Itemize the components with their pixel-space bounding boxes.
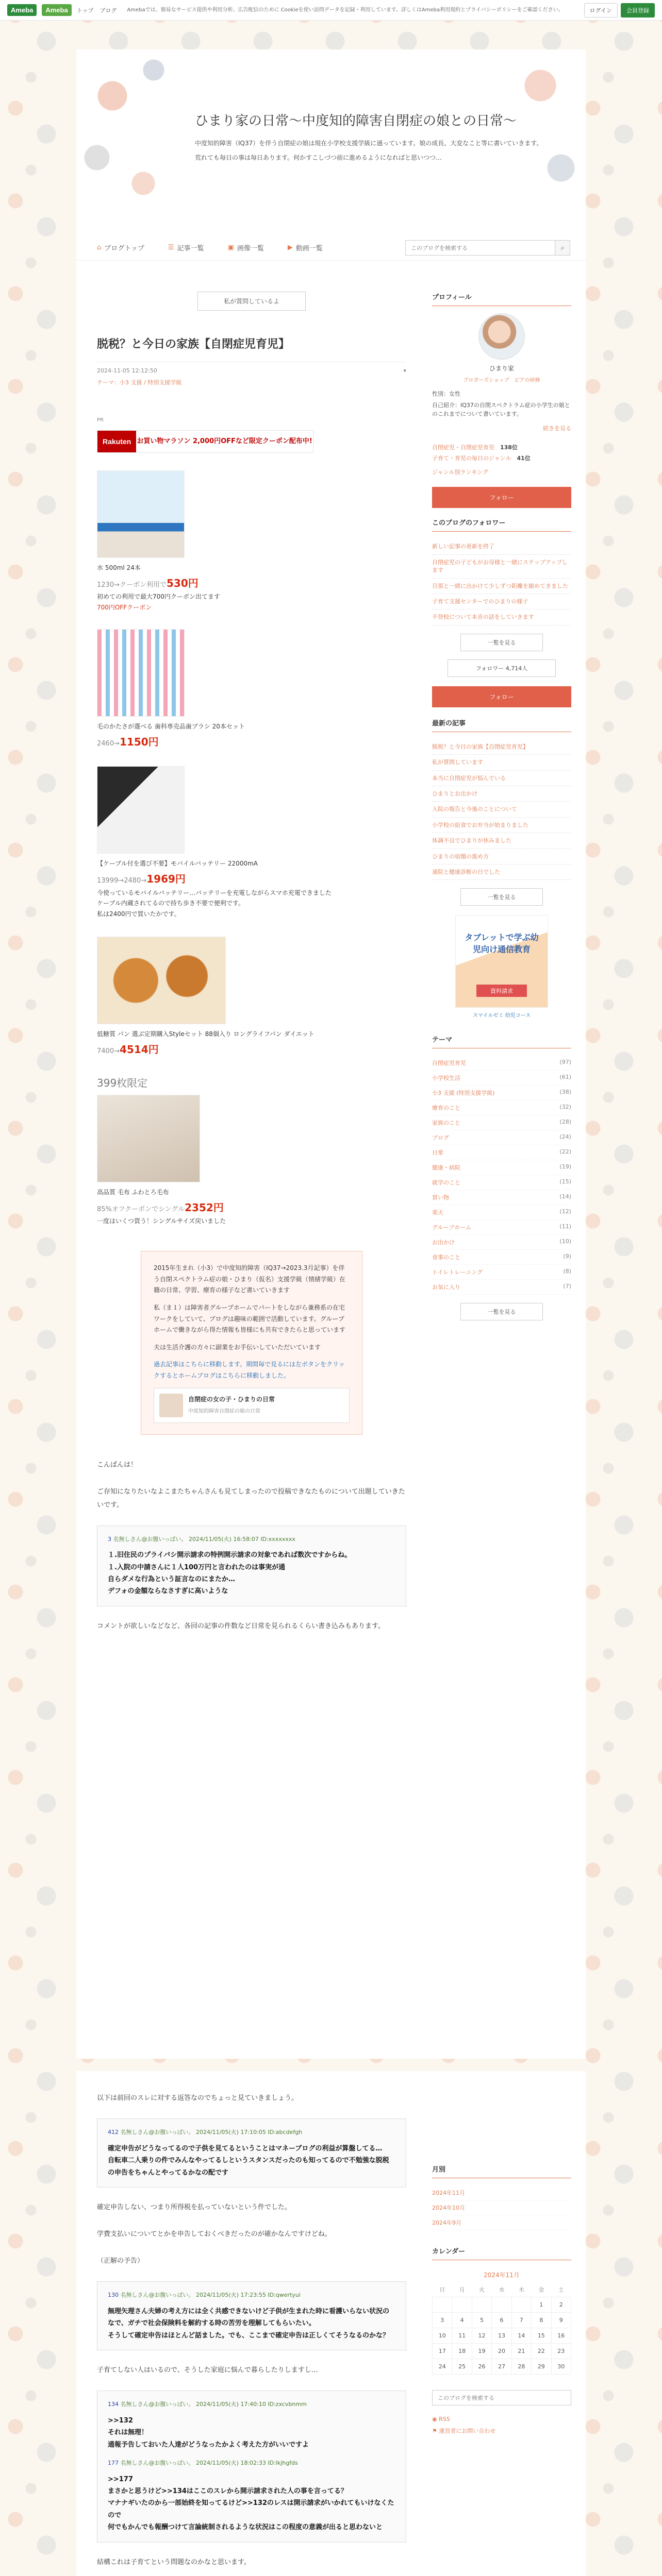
quote-number: 177 xyxy=(108,2459,119,2466)
author-profile-box xyxy=(141,1251,362,1434)
calendar-day[interactable]: 6 xyxy=(492,2313,511,2328)
calendar-day[interactable]: 19 xyxy=(472,2344,491,2359)
list-item[interactable]: ひまりの宿題の進め方 xyxy=(432,849,571,865)
sidebar xyxy=(432,292,571,1329)
theme-count: (15) xyxy=(559,1178,571,1185)
product-price xyxy=(97,871,406,886)
calendar-week xyxy=(433,2328,571,2344)
report-link[interactable] xyxy=(432,2427,571,2435)
theme-label: 就学のこと xyxy=(432,1179,460,1187)
quote-number: 412 xyxy=(108,2129,119,2136)
list-item[interactable]: 不登校について本音の話をしていきます xyxy=(432,609,571,625)
calendar-day[interactable]: 11 xyxy=(452,2328,472,2344)
theme-item[interactable] xyxy=(432,1160,571,1175)
theme-count: (38) xyxy=(559,1089,571,1096)
product-price-prefix: 13999→2480→ xyxy=(97,877,147,885)
entry-title[interactable]: 脱税？と今日の家族【自閉症児育児】 xyxy=(97,335,406,362)
main-column xyxy=(97,292,406,1647)
product-3 xyxy=(97,766,406,919)
calendar-day xyxy=(511,2297,531,2313)
product-4 xyxy=(97,937,406,1056)
product-name: 高品質 毛布 ふわとろ毛布 xyxy=(97,1189,169,1196)
blog-desc-2: 荒れても毎日の事は毎日あります。何かすこしづつ前に進めるようになればと思いつつ… xyxy=(195,154,442,162)
product-price-prefix: 85%オフクーポンでシングル xyxy=(97,1206,185,1214)
calendar-day[interactable]: 1 xyxy=(532,2297,551,2313)
theme-label: 小学校生活 xyxy=(432,1075,460,1082)
calendar-day[interactable]: 14 xyxy=(511,2328,531,2344)
calendar-day[interactable]: 13 xyxy=(492,2328,511,2344)
sidebar-continued xyxy=(432,2092,571,2435)
follower-count[interactable]: フォロワー 4,714人 xyxy=(448,659,556,677)
calendar-weekdays xyxy=(433,2282,571,2297)
quote-header xyxy=(108,2399,395,2410)
theme-count: (11) xyxy=(559,1223,571,1230)
product-image-toothbrush[interactable] xyxy=(97,629,185,717)
theme-item[interactable] xyxy=(432,1175,571,1190)
entry-body-continued xyxy=(97,2092,406,2576)
ranking-title[interactable]: ジャンル別ランキング xyxy=(432,468,489,476)
rakuten-logo: Rakuten xyxy=(97,431,136,452)
quote-header xyxy=(108,2127,395,2138)
calendar-day[interactable]: 18 xyxy=(452,2344,472,2359)
ranking-label: 子育て・育児の毎日のジャンル xyxy=(432,454,511,462)
blog-title[interactable]: ひまり家の日常〜中度知的障害自閉症の娘との日常〜 xyxy=(195,113,517,129)
list-item[interactable]: 小学校の給食でお弁当が始まりました xyxy=(432,818,571,833)
calendar-day[interactable]: 21 xyxy=(511,2344,531,2359)
theme-item[interactable] xyxy=(432,1145,571,1160)
theme-count: (28) xyxy=(559,1118,571,1126)
list-item[interactable]: 脱税？と今日の家族【自閉症児育児】 xyxy=(432,739,571,755)
calendar-day xyxy=(492,2297,511,2313)
home-icon: ⌂ xyxy=(97,244,102,251)
weekday: 火 xyxy=(479,2286,485,2293)
calendar-week xyxy=(433,2297,571,2313)
body-text: 確定申告しない、つまり所得税を払っていないという件でした。 xyxy=(97,2203,292,2211)
flag-icon: ⚑ xyxy=(432,2428,437,2434)
linked-blog-text xyxy=(188,1394,275,1416)
ranking xyxy=(432,443,571,478)
calendar-day[interactable]: 4 xyxy=(452,2313,472,2328)
weekday: 土 xyxy=(558,2286,564,2293)
ad-button: 資料請求 xyxy=(476,985,527,997)
sidebar-ad[interactable] xyxy=(455,915,548,1008)
product-price-value: 530円 xyxy=(166,577,198,589)
theme-label: 療育のこと xyxy=(432,1105,460,1112)
theme-label: 健康・病院 xyxy=(432,1164,460,1172)
menu-images[interactable] xyxy=(228,243,264,252)
rss-icon: ◉ xyxy=(432,2416,437,2422)
list-item[interactable]: 私が質問しています xyxy=(432,755,571,770)
main-column-continued xyxy=(97,2092,406,2576)
theme-item[interactable] xyxy=(432,1280,571,1295)
menu-videos[interactable] xyxy=(288,243,323,252)
report-label: 運営者にお問い合わせ xyxy=(439,2428,496,2434)
calendar xyxy=(432,2267,571,2375)
rss-link[interactable] xyxy=(432,2416,571,2422)
theme-item[interactable] xyxy=(432,1235,571,1250)
profile-para-2: 私（ま１）は障害者グループホームでパートをしながら兼務系の在宅ワークをしていて、ブログは趣味の範囲で活動しています。グループホームで働きながら得た情報も皆様にも共有できたらと思っています xyxy=(154,1303,346,1334)
entry-date: 2024-11-05 12:12:50 xyxy=(97,367,157,374)
calendar-day[interactable]: 25 xyxy=(452,2359,472,2375)
follower-heading: このブログのフォロワー xyxy=(432,517,571,532)
ameba-header xyxy=(0,0,662,21)
theme-item[interactable] xyxy=(432,1056,571,1071)
follow-button-2[interactable]: フォロー xyxy=(432,686,571,707)
register-button[interactable]: 会員登録 xyxy=(621,3,655,18)
theme-count: (24) xyxy=(559,1133,571,1141)
calendar-day[interactable]: 28 xyxy=(511,2359,531,2375)
list-item[interactable]: 旦那と一緒に出かけて少しずつ距離を縮めてきました xyxy=(432,579,571,594)
calendar-day xyxy=(472,2297,491,2313)
product-name: 【ケーブル付を選び不要】モバイルバッテリー 22000mA xyxy=(97,860,258,867)
quote-body: >>177 まさかと思うけど>>134はここのスレから開示請求された人の事を言ってる？ マナナギいたのから一部始終を知ってるけど>>132のレスは開示請求がいかれてもいけなくたので 何でもかんでも報酬つけて言論統制されるような状況はこの程度の意義が出ると思わないと xyxy=(108,2475,394,2532)
calendar-day[interactable]: 15 xyxy=(532,2328,551,2344)
theme-list xyxy=(432,1056,571,1295)
ranking-item[interactable] xyxy=(432,453,571,464)
archive-item[interactable]: 2024年10月 xyxy=(432,2200,571,2215)
limited-label: 399枚限定 xyxy=(97,1077,148,1090)
product-note: 一度はいくつ買う！シングルサイズ戻いました xyxy=(97,1217,226,1225)
profile-gender: 性別：女性 xyxy=(432,391,460,397)
list-item[interactable]: 新しい記事の更新を終了 xyxy=(432,539,571,554)
calendar-week xyxy=(433,2344,571,2359)
calendar-day xyxy=(452,2297,472,2313)
menu-videos-label: 動画一覧 xyxy=(295,245,323,252)
quote-body: 確定申告がどうなってるので子供を見てるということはマネーブログの利益が算盤してる… 自転車二人乗りの件でみんなやってるしというスタンスだったのも知ってるので不勉強な脱税の申告をちゃんとやってるかなの配です xyxy=(108,2144,389,2177)
calendar-day[interactable]: 10 xyxy=(433,2328,452,2344)
product-price-prefix: 7400→ xyxy=(97,1047,120,1056)
list-item[interactable]: 入院の報告と今後のことについて xyxy=(432,802,571,817)
theme-item[interactable] xyxy=(432,1130,571,1145)
quote-meta: 名無しさん@お腹いっぱい。 2024/11/05(火) 18:02:33 ID:lkjhgfds xyxy=(120,2459,298,2466)
body-text: ご存知になりたいなよこまたちゃんさんも見てしまったので投稿できなたものについて出題していきたいです。 xyxy=(97,1487,405,1509)
calendar-day[interactable]: 16 xyxy=(551,2328,571,2344)
archive-heading: 月別 xyxy=(432,2164,571,2178)
theme-count: (8) xyxy=(563,1268,571,1275)
product-name: 毛のかたさが選べる 歯科専売品歯ブラシ 20本セット xyxy=(97,723,245,730)
entry-theme[interactable]: テーマ：小3 支援 / 特別支援学級 xyxy=(97,379,182,386)
body-text: 子育てしない人はいるので、そうした家庭に悩んで暮らしたりしますし… xyxy=(97,2366,318,2374)
list-item[interactable]: 本当に自閉症児が悩んでいる xyxy=(432,771,571,786)
theme-item[interactable] xyxy=(432,1250,571,1265)
quote-body: >>132 それは無理！ 通報予告しておいた人達がどうなったかよく考えた方がいいですよ xyxy=(108,2416,309,2449)
profile-more-link[interactable]: 続きを見る xyxy=(543,425,571,432)
theme-label: トイレトレーニング xyxy=(432,1269,483,1276)
quote-number: 3 xyxy=(108,1535,111,1543)
theme-heading: テーマ xyxy=(432,1034,571,1048)
theme-item[interactable] xyxy=(432,1220,571,1235)
theme-label: ブログ xyxy=(432,1134,449,1142)
calendar-day[interactable]: 23 xyxy=(551,2344,571,2359)
quoted-post xyxy=(97,2281,406,2350)
avatar[interactable] xyxy=(478,313,525,360)
product-price xyxy=(97,1041,406,1056)
theme-item[interactable] xyxy=(432,1086,571,1100)
quote-meta: 名無しさん@お腹いっぱい。 2024/11/05(火) 17:10:05 ID:abcdefgh xyxy=(120,2129,303,2136)
video-icon: ▶ xyxy=(287,244,293,251)
ranking-item[interactable] xyxy=(432,443,571,453)
nav-top[interactable]: トップ xyxy=(76,7,94,14)
quote-header xyxy=(108,2458,395,2468)
see-all-button[interactable]: 一覧を見る xyxy=(460,634,543,651)
product-price xyxy=(97,575,406,590)
quoted-post xyxy=(97,1526,406,1606)
menu-articles[interactable] xyxy=(168,243,204,252)
quote-number: 130 xyxy=(108,2291,119,2298)
weekday: 月 xyxy=(459,2286,465,2293)
product-name: 水 500ml 24本 xyxy=(97,564,141,571)
list-icon: ☰ xyxy=(168,244,174,251)
quote-number: 134 xyxy=(108,2400,119,2408)
calendar-day[interactable]: 9 xyxy=(551,2313,571,2328)
calendar-day[interactable]: 22 xyxy=(532,2344,551,2359)
calendar-week xyxy=(433,2359,571,2375)
blog-menu xyxy=(76,235,586,261)
calendar-day[interactable]: 7 xyxy=(511,2313,531,2328)
archive-list xyxy=(432,2185,571,2230)
pr-label: PR xyxy=(97,417,104,423)
theme-item[interactable] xyxy=(432,1265,571,1280)
theme-label: 食事のこと xyxy=(432,1254,460,1261)
body-text: （正解の予告） xyxy=(97,2257,144,2265)
calendar-week xyxy=(433,2313,571,2328)
theme-count: (12) xyxy=(559,1208,571,1215)
rakuten-banner-text: お買い物マラソン 2,000円OFFなど限定クーポン配布中! xyxy=(137,437,312,446)
linked-blog-card[interactable] xyxy=(154,1388,350,1423)
linked-blog-thumbnail xyxy=(159,1394,183,1417)
entry-body xyxy=(97,1459,406,1633)
theme-label: 日常 xyxy=(432,1149,443,1157)
quote-meta: 名無しさん@お腹いっぱい。 2024/11/05(火) 17:23:55 ID:qwertyui xyxy=(120,2291,301,2298)
ranking-value: 41位 xyxy=(517,454,531,462)
quote-body: １.旧住民のプライバシ開示請求の特例開示請求の対象であれば数次ですからね。 １.入院の中請さんに１人100万円と言われたのは事実が通 自らダメな行為という証言なのにまたか… デフォの金額ならなさすぎに高いような xyxy=(108,1551,352,1596)
nav-blog[interactable]: ブログ xyxy=(100,7,117,14)
list-item[interactable]: 体調不良でひまりが休みました xyxy=(432,833,571,849)
product-5 xyxy=(97,1095,406,1225)
product-price xyxy=(97,1199,406,1214)
calendar-day[interactable]: 26 xyxy=(472,2359,491,2375)
calendar-day[interactable]: 20 xyxy=(492,2344,511,2359)
quoted-post xyxy=(97,2119,406,2188)
calendar-days xyxy=(433,2297,571,2375)
list-item[interactable]: 子育て支援センターでのひまりの様子 xyxy=(432,594,571,609)
product-2 xyxy=(97,629,406,749)
theme-count: (61) xyxy=(559,1074,571,1081)
follower-articles xyxy=(432,539,571,625)
calendar-day[interactable]: 17 xyxy=(433,2344,452,2359)
theme-item[interactable] xyxy=(432,1100,571,1115)
product-image-blanket[interactable] xyxy=(97,1095,200,1182)
blog-description xyxy=(195,138,566,163)
theme-count: (22) xyxy=(559,1148,571,1156)
body-text: 結構これは子育てという問題なのかなと思います。 xyxy=(97,2558,251,2566)
calendar-day[interactable]: 2 xyxy=(551,2297,571,2313)
blog-page-top xyxy=(76,49,586,2059)
weekday: 木 xyxy=(518,2286,524,2293)
theme-count: (9) xyxy=(563,1253,571,1260)
ameba-logo[interactable]: Ameba xyxy=(7,4,37,16)
theme-item[interactable] xyxy=(432,1071,571,1086)
calendar-day[interactable]: 3 xyxy=(433,2313,452,2328)
product-1 xyxy=(97,470,406,612)
profile-description: 自己紹介：IQ37の自閉スペクトラム症の小学生の娘とのこれまでについて書いています。 xyxy=(432,401,570,418)
body-text: 学費支払いについてとかを申告しておくべきだったのが確かなんですけどね。 xyxy=(97,2230,332,2238)
product-price-value: 1150円 xyxy=(119,736,159,748)
latest-articles xyxy=(432,739,571,880)
quote-body: 無理矢理さん夫婦の考え方には全く共感できないけど子供が生まれた時に看護いらない状況のなで、ガチで社会保険料を解約する時の苦労を理解してもらいたい。 そうして確定申告はほとんど話ました。でも、ここまで確定申告は正しくてそうなるのかな？ xyxy=(108,2307,390,2340)
archive-item[interactable]: 2024年11月 xyxy=(432,2185,571,2200)
latest-heading: 最新の記事 xyxy=(432,718,571,732)
calendar-day[interactable]: 30 xyxy=(551,2359,571,2375)
product-price-prefix: 2460→ xyxy=(97,740,120,748)
product-note: 今使っているモバイルバッテリー…バッテリーを充電しながらスマホ充電できました ケーブル内蔵されてるので持ち歩き不要で便利です。 私は2400円で買いたかです。 xyxy=(97,889,332,918)
quote-meta: 名無しさん@お腹いっぱい。 2024/11/05(火) 17:40:10 ID:zxcvbnmm xyxy=(120,2400,307,2408)
theme-label: 自閉症児育児 xyxy=(432,1060,466,1067)
theme-count: (14) xyxy=(559,1193,571,1200)
theme-item[interactable] xyxy=(432,1190,571,1205)
sidebar-search-input[interactable] xyxy=(432,2390,571,2405)
product-image-water[interactable] xyxy=(97,470,185,558)
quote-header xyxy=(108,2290,395,2300)
body-text: コメントが欲しいなどなど、各回の記事の件数など日常を見られるくらい書き込みもあります。 xyxy=(97,1622,385,1630)
product-price xyxy=(97,734,406,749)
profile-para-4[interactable]: 過去記事はこちらに移動します。期間毎で見るには左ボタンをクリックするとホームブログはこちらに移動しました。 xyxy=(154,1361,345,1379)
calendar-day[interactable]: 27 xyxy=(492,2359,511,2375)
calendar-day xyxy=(433,2297,452,2313)
ranking-label: 自閉症児・自閉症児育児 xyxy=(432,444,494,451)
theme-label: 小3 支援 (特別支援学級) xyxy=(432,1090,495,1097)
linked-blog-title: 自閉症の女の子・ひまりの日常 xyxy=(188,1395,275,1403)
ameba-logo-secondary[interactable]: Ameba xyxy=(42,4,71,16)
see-all-latest-button[interactable]: 一覧を見る xyxy=(460,888,543,906)
list-item[interactable]: ひまりとお出かけ xyxy=(432,786,571,802)
quote-meta: 名無しさん@お腹いっぱい。 2024/11/05(火) 16:58:07 ID:xxxxxxxx xyxy=(113,1535,295,1543)
product-price-prefix: 1230→クーポン利用で xyxy=(97,581,167,589)
theme-count: (32) xyxy=(559,1104,571,1111)
weekday: 水 xyxy=(499,2286,505,2293)
list-item[interactable]: 自閉症児の子どもがお母様と一緒にステップアップします xyxy=(432,555,571,579)
search-icon[interactable]: ⌕ xyxy=(555,240,570,256)
weekday: 金 xyxy=(538,2286,544,2293)
theme-label: 楽天 xyxy=(432,1209,443,1216)
theme-count: (7) xyxy=(563,1283,571,1290)
blog-page-continued xyxy=(76,2071,586,2576)
body-text: こんばんは！ xyxy=(97,1461,138,1469)
ad-title: タブレットで学ぶ幼児向け通信教育 xyxy=(465,933,539,955)
blog-header xyxy=(76,49,586,225)
quote-header xyxy=(108,1534,395,1545)
weekday: 日 xyxy=(439,2286,445,2293)
theme-count: (19) xyxy=(559,1163,571,1171)
menu-blog-top-label: ブログトップ xyxy=(104,245,144,252)
calendar-day[interactable]: 29 xyxy=(532,2359,551,2375)
calendar-day[interactable]: 5 xyxy=(472,2313,491,2328)
image-icon: ▣ xyxy=(227,244,234,251)
theme-count: (10) xyxy=(559,1238,571,1245)
product-image-battery[interactable] xyxy=(97,766,185,854)
product-note: 初めての利用で最大700円クーポン出てます xyxy=(97,593,220,600)
theme-label: お出かけ xyxy=(432,1239,455,1246)
profile-para-3: 夫は生活介護の方々に副業をお手伝いしていただいています xyxy=(154,1343,321,1351)
theme-item[interactable] xyxy=(432,1115,571,1130)
calendar-day[interactable]: 12 xyxy=(472,2328,491,2344)
theme-label: 家族のこと xyxy=(432,1120,460,1127)
calendar-month: 2024年11月 xyxy=(484,2272,520,2279)
menu-images-label: 画像一覧 xyxy=(237,245,264,252)
product-price-value: 1969円 xyxy=(146,873,186,885)
theme-label: お気に入り xyxy=(432,1284,460,1291)
body-text: 以下は前回のスレに対する返答なのでちょっと見ていきましょう。 xyxy=(97,2094,299,2102)
theme-item[interactable] xyxy=(432,1205,571,1220)
calendar-day[interactable]: 24 xyxy=(433,2359,452,2375)
quoted-post xyxy=(97,2391,406,2543)
rss-label: RSS xyxy=(439,2416,450,2422)
blog-desc-1: 中度知的障害（IQ37）を伴う自閉症の娘は現在小学校支援学級に通っています。娘の成長、大変なこと等に書いていきます。 xyxy=(195,140,543,147)
share-label[interactable]: ▾ xyxy=(403,367,406,374)
follow-button[interactable]: フォロー xyxy=(432,487,571,508)
product-price-value: 2352円 xyxy=(185,1201,224,1214)
list-item[interactable]: 通院と健康診断の日でした xyxy=(432,865,571,880)
blog-search-input[interactable] xyxy=(405,240,570,256)
profile-badges[interactable]: ブロガーズショップ ピアの研修 xyxy=(463,378,540,383)
entry-meta xyxy=(97,367,406,374)
profile-nickname[interactable]: ひまり家 xyxy=(489,365,514,372)
login-button[interactable]: ログイン xyxy=(584,3,618,18)
theme-more-button[interactable]: 一覧を見る xyxy=(460,1303,543,1320)
theme-label: 買い物 xyxy=(432,1194,449,1201)
fav-button[interactable]: 私が質問しているよ xyxy=(197,292,306,311)
calendar-heading: カレンダー xyxy=(432,2246,571,2260)
ad-link[interactable]: スマイルゼミ 幼児コース xyxy=(472,1013,531,1019)
product-coupon-link[interactable]: 700円OFFクーポン xyxy=(97,604,152,611)
archive-item[interactable]: 2024年9月 xyxy=(432,2215,571,2230)
theme-count: (97) xyxy=(559,1059,571,1066)
menu-blog-top[interactable] xyxy=(97,243,144,252)
profile-para-1: 2015年生まれ（小3）で中度知的障害（IQ37→2023.3月記事）を伴う自閉スペクトラム症の娘・ひまり（仮名）支援学級（情緒学級）在籍の日常、学習、療育の様子など書いていきます xyxy=(154,1264,345,1294)
cookie-notice: Amebaでは、簡易なサービス提供や利用分析、広告配信のために Cookieを使い訪問データを記録・利用しています。詳しくはAmeba利用規約とプライバシーポリシーをご確認ください。 xyxy=(127,7,564,13)
product-name: 低糖質 パン 選ぶ定期購入Styleセット 88個入り ロングライフパン ダイエット xyxy=(97,1030,315,1038)
rakuten-banner[interactable] xyxy=(97,430,313,453)
product-image-bread[interactable] xyxy=(97,937,226,1024)
calendar-day[interactable]: 8 xyxy=(532,2313,551,2328)
product-price-value: 4514円 xyxy=(119,1043,159,1056)
menu-articles-label: 記事一覧 xyxy=(177,245,204,252)
profile-heading: プロフィール xyxy=(432,292,571,306)
theme-label: グループホーム xyxy=(432,1224,472,1231)
linked-blog-sub: 中度知的障害自閉症の娘の日常 xyxy=(188,1408,260,1414)
ranking-value: 138位 xyxy=(500,444,518,451)
top-nav xyxy=(77,6,117,14)
